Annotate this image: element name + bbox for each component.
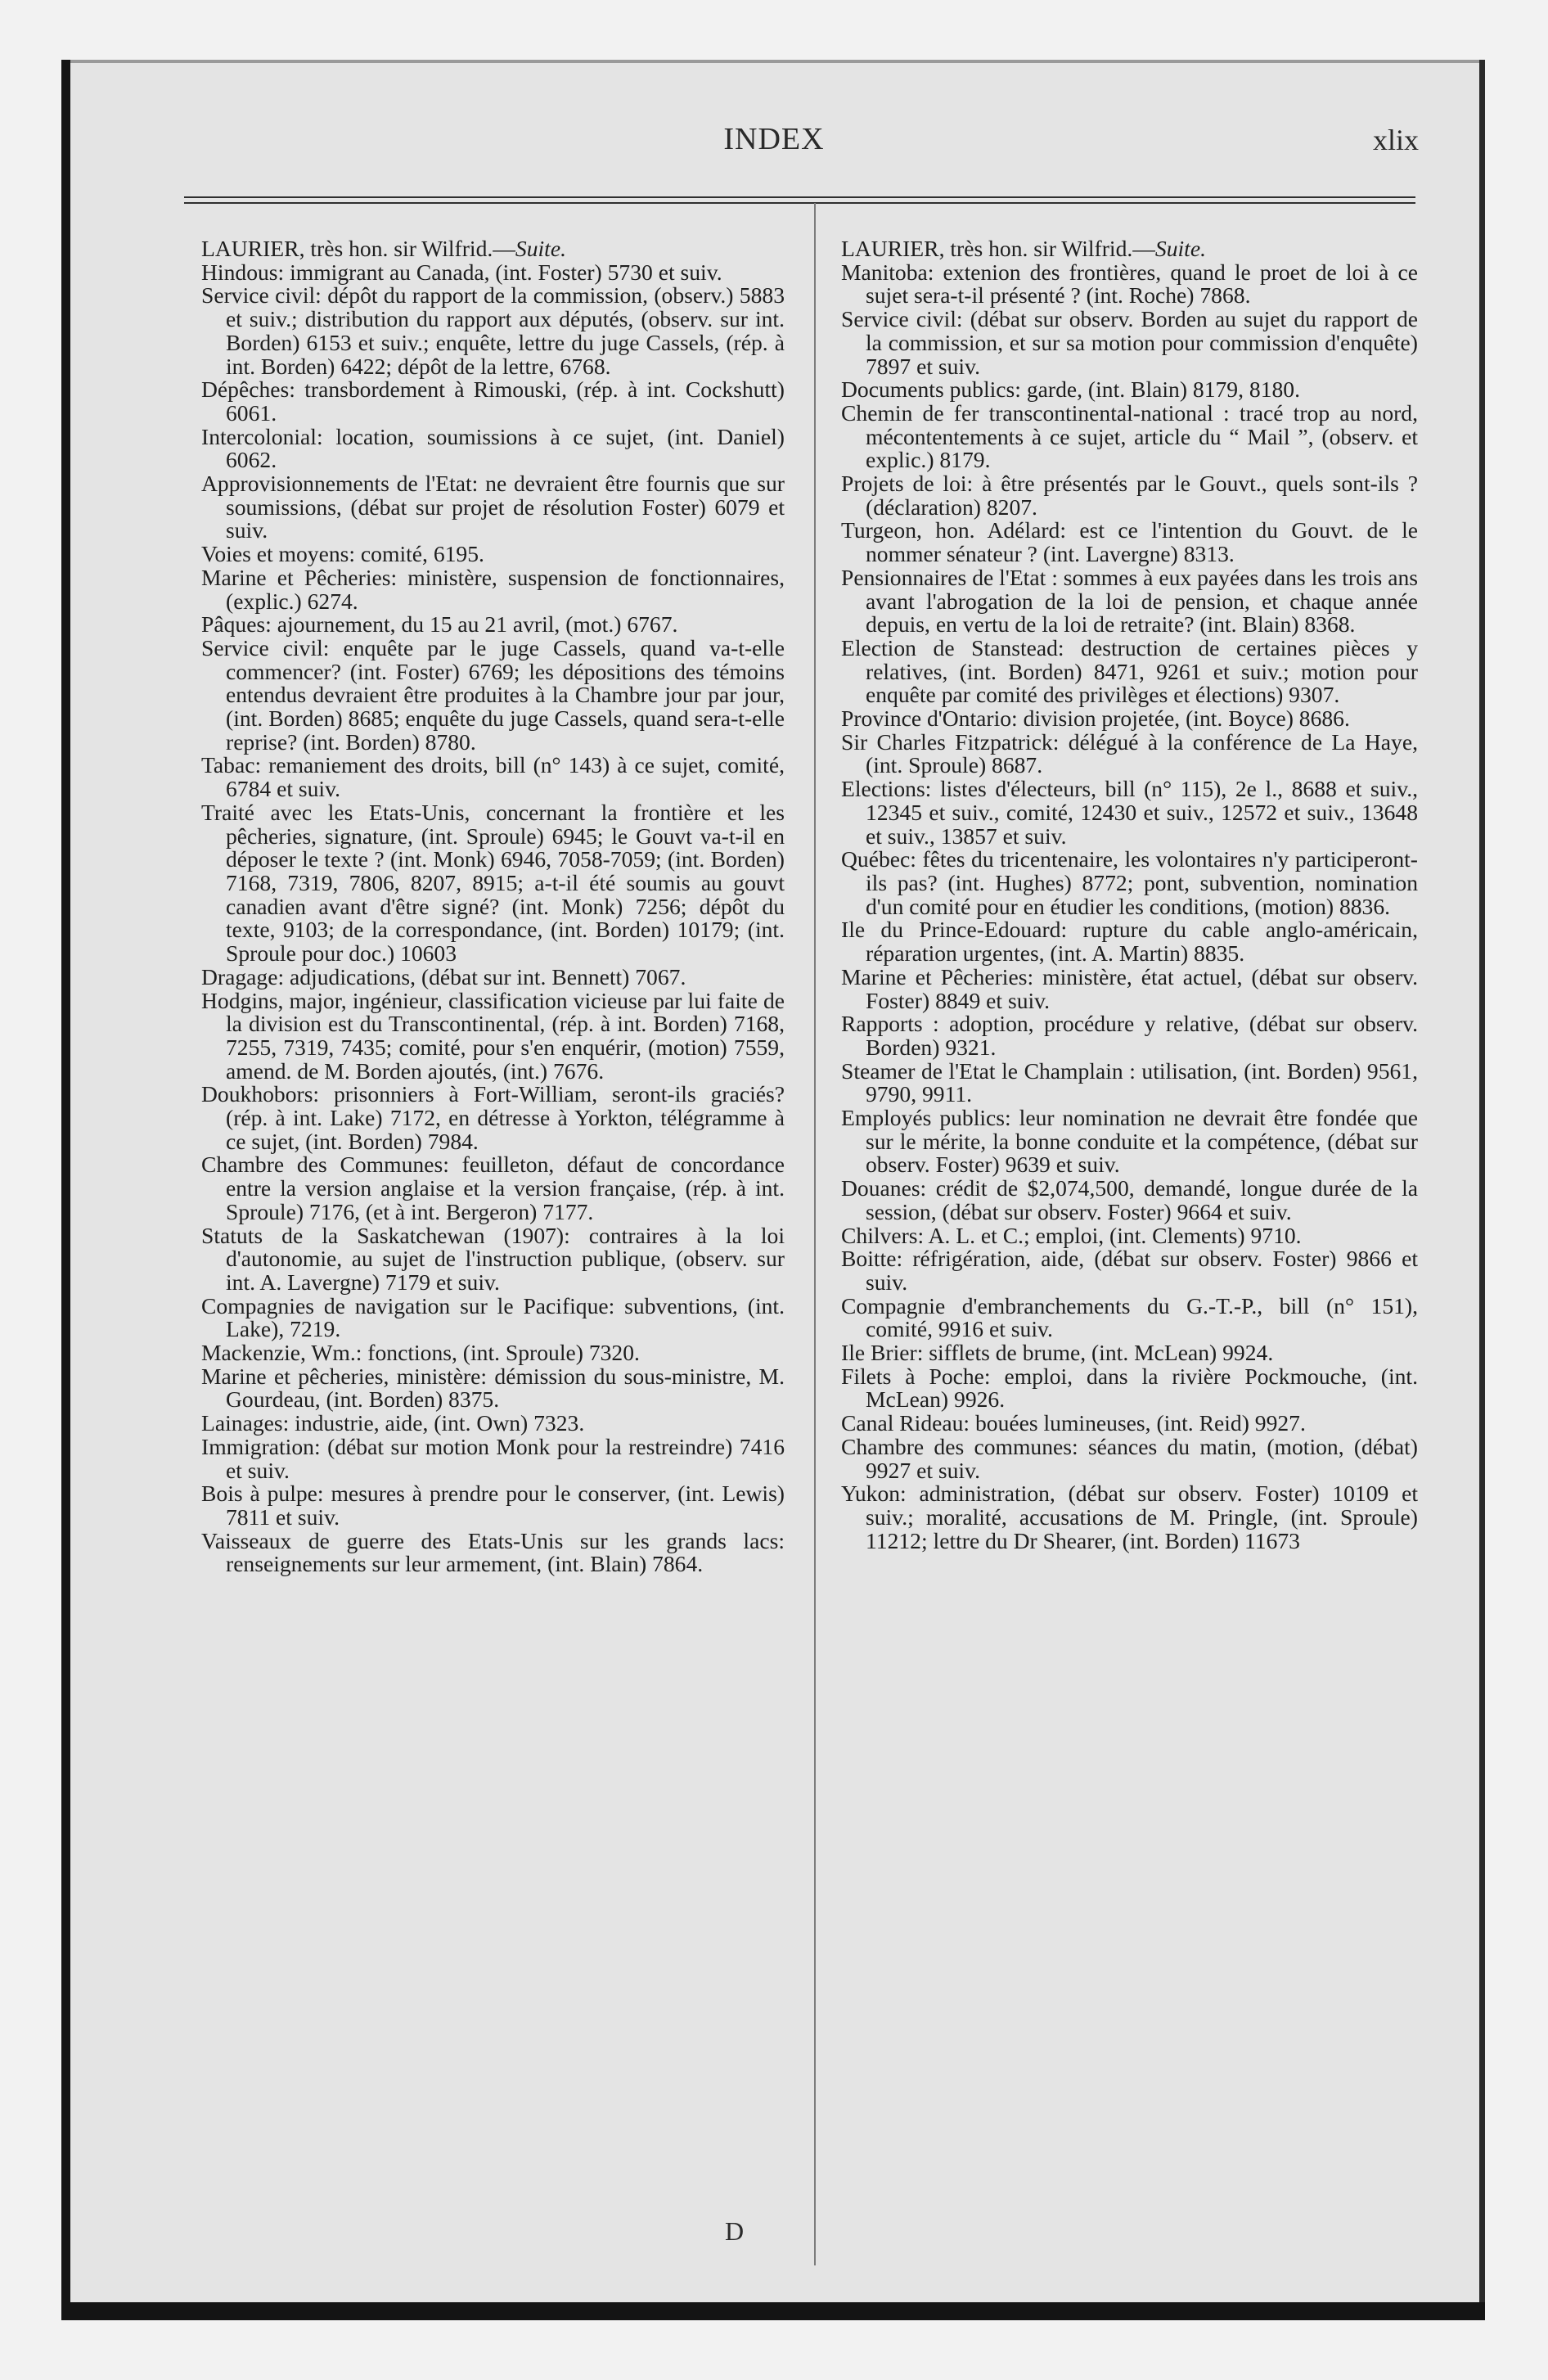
index-entry: Turgeon, hon. Adélard: est ce l'intention du Gouvt. de le nommer sénateur ? (int. Lavergne) 8313. — [841, 517, 1418, 567]
index-entry: Service civil: dépôt du rapport de la commission, (observ.) 5883 et suiv.; distribution du rapport aux députés, (observ. sur int. Borden) 6153 et suiv.; enquête, lettre du juge Cassels, (rép. à int. Borden) 6422; dépôt de la lettre, 6768. — [201, 282, 785, 379]
signature-mark: D — [725, 2216, 745, 2246]
column-heading — [201, 237, 785, 261]
index-entry: Election de Stanstead: destruction de certaines pièces y relatives, (int. Borden) 8471, 9261 et suiv.; motion pour enquête par comité des privilèges et élections) 9307. — [841, 634, 1418, 708]
index-entry: Filets à Poche: emploi, dans la rivière Pockmouche, (int. McLean) 9926. — [841, 1363, 1418, 1413]
index-entry: Lainages: industrie, aide, (int. Own) 7323. — [201, 1410, 585, 1436]
index-entry: Traité avec les Etats-Unis, concernant la frontière et les pêcheries, signature, (int. Sproule) 6945; le Gouvt va-t-il en déposer le texte ? (int. Monk) 6946, 7058-7059; (int. Borden) 7168, 7319, 7806, 8207, 8915; a-t-il été soumis au gouvt canadien avant d'être signé? (int. Monk) 7256; dépôt du texte, 9103; de la correspondance, (int. Borden) 10179; (int. Sproule pour doc.) 10603 — [201, 799, 785, 967]
scan-border-left — [61, 60, 70, 2320]
index-entry: Marine et pêcheries, ministère: démission du sous-ministre, M. Gourdeau, (int. Borden) 8375. — [201, 1363, 785, 1413]
column-heading — [841, 237, 1418, 261]
column-divider — [814, 203, 816, 2265]
page-number: xlix — [1372, 124, 1419, 156]
index-entry: Immigration: (débat sur motion Monk pour la restreindre) 7416 et suiv. — [201, 1433, 785, 1483]
index-entry: Intercolonial: location, soumissions à ce sujet, (int. Daniel) 6062. — [201, 423, 785, 473]
index-entry: Boitte: réfrigération, aide, (débat sur observ. Foster) 9866 et suiv. — [841, 1246, 1418, 1295]
index-entry: Marine et Pêcheries: ministère, état actuel, (débat sur observ. Foster) 8849 et suiv. — [841, 963, 1418, 1013]
scan-border-right — [1479, 60, 1485, 2320]
index-entry: Sir Charles Fitzpatrick: délégué à la conférence de La Haye, (int. Sproule) 8687. — [841, 728, 1418, 778]
index-entry: Manitoba: extenion des frontières, quand le proet de loi à ce sujet sera-t-il présenté ? (int. Roche) 7868. — [841, 259, 1418, 309]
header-rule-bottom — [184, 202, 1415, 204]
heading-name: LAURIER, très hon. sir Wilfrid.— — [201, 236, 515, 261]
index-entry: Elections: listes d'électeurs, bill (n° 115), 2e l., 8688 et suiv., 12345 et suiv., comité, 12430 et suiv., 12572 et suiv., 13648 et suiv., 13857 et suiv. — [841, 776, 1418, 849]
index-entry: Marine et Pêcheries: ministère, suspension de fonctionnaires, (explic.) 6274. — [201, 564, 785, 614]
index-entry: Doukhobors: prisonniers à Fort-William, seront-ils graciés? (rép. à int. Lake) 7172, en détresse à Yorkton, télégramme à ce sujet, (int. Borden) 7984. — [201, 1081, 785, 1154]
entry-list — [201, 261, 785, 1576]
index-entry: Documents publics: garde, (int. Blain) 8179, 8180. — [841, 376, 1300, 403]
index-entry: Pâques: ajournement, du 15 au 21 avril, (mot.) 6767. — [201, 611, 678, 638]
index-entry: Chambre des Communes: feuilleton, défaut de concordance entre la version anglaise et la version française, (rép. à int. Sproule) 7176, (et à int. Bergeron) 7177. — [201, 1152, 785, 1224]
entry-list — [841, 261, 1418, 1553]
index-entry: Canal Rideau: bouées lumineuses, (int. Reid) 9927. — [841, 1410, 1306, 1436]
heading-suite: Suite. — [1154, 236, 1206, 261]
index-entry: Mackenzie, Wm.: fonctions, (int. Sproule) 7320. — [201, 1340, 640, 1366]
scan-border-bottom — [61, 2302, 1485, 2320]
index-entry: Compagnie d'embranchements du G.-T.-P., bill (n° 151), comité, 9916 et suiv. — [841, 1292, 1418, 1342]
index-entry: Yukon: administration, (débat sur observ. Foster) 10109 et suiv.; moralité, accusations de M. Pringle, (int. Sproule) 11212; lettre du Dr Shearer, (int. Borden) 11673 — [841, 1481, 1418, 1553]
index-entry: Dragage: adjudications, (débat sur int. Bennett) 7067. — [201, 963, 686, 989]
index-entry: Chilvers: A. L. et C.; emploi, (int. Clements) 9710. — [841, 1222, 1302, 1248]
index-entry: Vaisseaux de guerre des Etats-Unis sur les grands lacs: renseignements sur leur armement, (int. Blain) 7864. — [201, 1527, 785, 1577]
index-entry: Rapports : adoption, procédure y relative, (débat sur observ. Borden) 9321. — [841, 1011, 1418, 1060]
index-entry: Pensionnaires de l'Etat : sommes à eux payées dans les trois ans avant l'abrogation de la loi de pension, et chaque année depuis, en vertu de la loi de retraite? (int. Blain) 8368. — [841, 564, 1418, 638]
index-entry: Statuts de la Saskatchewan (1907): contraires à la loi d'autonomie, au sujet de l'instruction publique, (observ. sur int. A. Lavergne) 7179 et suiv. — [201, 1222, 785, 1295]
index-entry: Tabac: remaniement des droits, bill (n° 143) à ce sujet, comité, 6784 et suiv. — [201, 752, 785, 802]
running-head-title: INDEX — [723, 122, 825, 156]
index-entry: Service civil: (débat sur observ. Borden au sujet du rapport de la commission, et sur sa motion pour commission d'enquête) 7897 et suiv. — [841, 306, 1418, 379]
index-entry: Approvisionnements de l'Etat: ne devraient être fournis que sur soumissions, (débat sur projet de résolution Foster) 6079 et suiv. — [201, 471, 785, 543]
header-rule-top — [184, 196, 1415, 198]
index-entry: Projets de loi: à être présentés par le Gouvt., quels sont-ils ? (déclaration) 8207. — [841, 471, 1418, 520]
index-entry: Compagnies de navigation sur le Pacifique: subventions, (int. Lake), 7219. — [201, 1292, 785, 1342]
heading-name: LAURIER, très hon. sir Wilfrid.— — [841, 236, 1155, 261]
scan-border-top — [61, 60, 1485, 63]
index-entry: Voies et moyens: comité, 6195. — [201, 541, 484, 567]
index-column-right — [841, 237, 1418, 1553]
index-entry: Hindous: immigrant au Canada, (int. Foster) 5730 et suiv. — [201, 259, 722, 285]
index-entry: Hodgins, major, ingénieur, classification vicieuse par lui faite de la division est du Transcontinental, (rép. à int. Borden) 7168, 7255, 7319, 7435; comité, pour s'en enquérir, (motion) 7559, amend. de M. Borden ajoutés, (int.) 7676. — [201, 987, 785, 1084]
index-entry: Ile Brier: sifflets de brume, (int. McLean) 9924. — [841, 1340, 1274, 1366]
index-entry: Dépêches: transbordement à Rimouski, (rép. à int. Cockshutt) 6061. — [201, 376, 785, 426]
index-entry: Service civil: enquête par le juge Cassels, quand va-t-elle commencer? (int. Foster) 6769; les dépositions des témoins entendus devraient être produites à la Chambre jour par jour, (int. Borden) 8685; enquête du juge Cassels, quand sera-t-elle reprise? (int. Borden) 8780. — [201, 634, 785, 755]
index-entry: Steamer de l'Etat le Champlain : utilisation, (int. Borden) 9561, 9790, 9911. — [841, 1057, 1418, 1107]
index-entry: Bois à pulpe: mesures à prendre pour le conserver, (int. Lewis) 7811 et suiv. — [201, 1481, 785, 1530]
index-column-left — [201, 237, 785, 1576]
index-entry: Québec: fêtes du tricentenaire, les volontaires n'y participeront-ils pas? (int. Hughes) 8772; pont, subvention, nomination d'un comité pour en étudier les conditions, (motion) 8836. — [841, 846, 1418, 919]
index-entry: Chemin de fer transcontinental-national : tracé trop au nord, mécontentements à ce sujet, article du “ Mail ”, (observ. et explic.) 8179. — [841, 399, 1418, 473]
index-entry: Province d'Ontario: division projetée, (int. Boyce) 8686. — [841, 705, 1350, 732]
index-entry: Ile du Prince-Edouard: rupture du cable anglo-américain, réparation urgentes, (int. A. Martin) 8835. — [841, 917, 1418, 967]
index-entry: Douanes: crédit de $2,074,500, demandé, longue durée de la session, (débat sur observ. Foster) 9664 et suiv. — [841, 1175, 1418, 1224]
index-entry: Chambre des communes: séances du matin, (motion, (débat) 9927 et suiv. — [841, 1433, 1418, 1483]
heading-suite: Suite. — [515, 236, 566, 261]
index-entry: Employés publics: leur nomination ne devrait être fondée que sur le mérite, la bonne conduite et la compétence, (débat sur observ. Foster) 9639 et suiv. — [841, 1105, 1418, 1178]
